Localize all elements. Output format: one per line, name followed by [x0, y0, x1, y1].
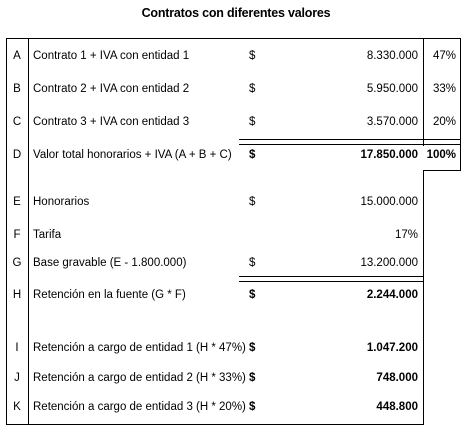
row-code: F [13, 229, 21, 241]
row-code: H [12, 289, 22, 301]
total-double-line [239, 139, 461, 145]
row-amount: 5.950.000 [366, 83, 418, 95]
currency-sign: $ [249, 342, 256, 354]
row-amount: 2.244.000 [366, 289, 418, 301]
row-description: Retención a cargo de entidad 3 (H * 20%) [33, 401, 246, 413]
currency-sign: $ [249, 196, 256, 208]
retention-double-line [239, 276, 424, 282]
row-description: Contrato 3 + IVA con entidad 3 [33, 116, 190, 128]
pct-column-border [423, 38, 424, 146]
row-amount: 15.000.000 [360, 196, 418, 208]
row-code: G [12, 257, 22, 269]
table-right-border [460, 38, 461, 171]
currency-sign: $ [249, 257, 256, 269]
currency-sign: $ [249, 149, 256, 161]
table-title: Contratos con diferentes valores [141, 6, 331, 20]
row-description: Valor total honorarios + IVA (A + B + C) [33, 149, 232, 161]
row-code: A [13, 50, 21, 62]
currency-sign: $ [249, 401, 256, 413]
contracts-table [6, 38, 461, 425]
row-description: Contrato 2 + IVA con entidad 2 [33, 83, 190, 95]
row-code: K [13, 401, 21, 413]
row-percent: 47% [432, 50, 456, 62]
row-description: Retención en la fuente (G * F) [33, 289, 186, 301]
currency-sign: $ [249, 116, 256, 128]
row-code: C [12, 116, 22, 128]
row-amount: 448.800 [376, 401, 418, 413]
row-amount: 8.330.000 [366, 50, 418, 62]
row-amount: 3.570.000 [366, 116, 418, 128]
row-amount: 13.200.000 [360, 257, 418, 269]
table-bottom-border [6, 424, 424, 425]
currency-sign: $ [249, 372, 256, 384]
row-d-bottom-border [423, 170, 461, 171]
row-amount: 1.047.200 [366, 342, 418, 354]
row-description: Retención a cargo de entidad 1 (H * 47%) [33, 342, 246, 354]
row-code: J [14, 372, 20, 384]
row-code: D [12, 149, 22, 161]
row-code: I [15, 342, 19, 354]
row-amount: 748.000 [376, 372, 418, 384]
currency-sign: $ [249, 83, 256, 95]
table-top-border [6, 38, 461, 39]
row-description: Retención a cargo de entidad 2 (H * 33%) [33, 372, 246, 384]
row-percent: 20% [432, 116, 456, 128]
row-description: Tarifa [33, 229, 62, 241]
row-code: B [13, 83, 21, 95]
row-description: Contrato 1 + IVA con entidad 1 [33, 50, 190, 62]
row-description: Base gravable (E - 1.800.000) [33, 257, 187, 269]
row-description: Honorarios [33, 196, 90, 208]
row-percent: 33% [432, 83, 456, 95]
currency-sign: $ [249, 289, 256, 301]
row-amount: 17.850.000 [360, 149, 418, 161]
row-percent: 100% [426, 149, 456, 161]
code-column-border [28, 38, 29, 425]
row-amount: 17% [394, 229, 418, 241]
amount-column-right-border [423, 170, 424, 425]
row-code: E [13, 196, 21, 208]
currency-sign: $ [249, 50, 256, 62]
